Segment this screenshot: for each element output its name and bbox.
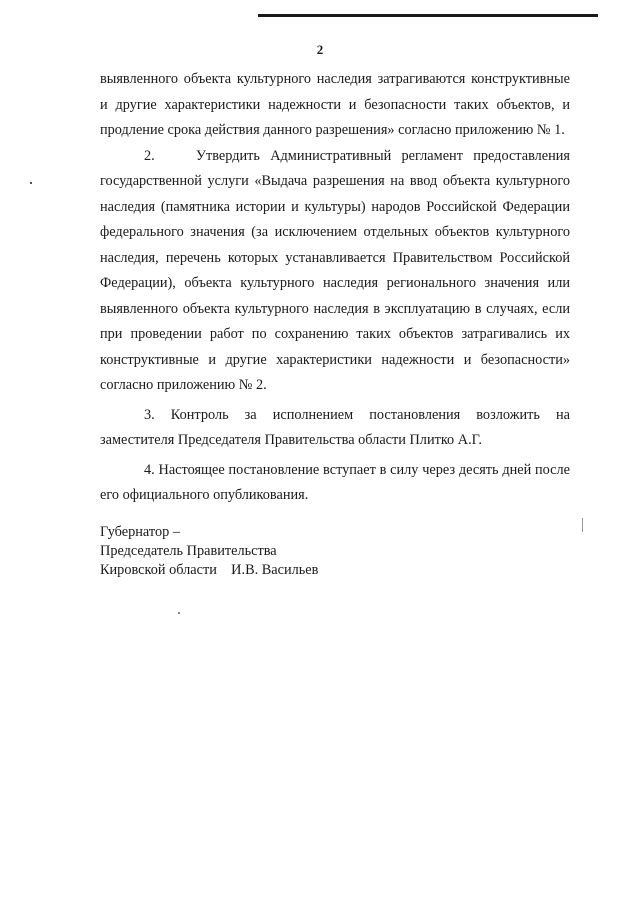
- scan-speck: [30, 182, 32, 184]
- paragraph-continuation: выявленного объекта культурного наследия затрагиваются конструктивные и другие характеристики надежности и безопасности таких объектов, и продление срока действия данного разрешения» согласно приложению № 1.: [100, 71, 570, 138]
- signature-title-line2: Председатель Правительства: [100, 543, 277, 559]
- page-number: 2: [316, 42, 324, 57]
- scan-speck: [582, 518, 583, 532]
- scan-speck: [178, 612, 180, 614]
- top-rule: [258, 14, 598, 17]
- paragraph-item-3: 3. Контроль за исполнением постановления возложить на заместителя Председателя Правительства области Плитко А.Г.: [100, 406, 570, 448]
- signature-name-line: Кировской области И.В. Васильев: [100, 562, 319, 578]
- paragraph-item-2: 2. Утвердить Административный регламент предоставления государственной услуги «Выдача разрешения на ввод объекта культурного наследия (памятника истории и культуры) народов Российской Федерации федерального значения (за исключением отдельных объектов культурного наследия, перечень которых устанавливается Правительством Российской Федерации), объекта культурного наследия регионального значения или выявленного объекта культурного наследия в эксплуатацию в случаях, если при проведении работ по сохранению таких объектов затрагивались их конструктивные и другие характеристики надежности и безопасности» согласно приложению № 2.: [100, 147, 570, 393]
- signature-title-line1: Губернатор –: [100, 524, 180, 540]
- document-body: [100, 67, 570, 509]
- paragraph-item-4: 4. Настоящее постановление вступает в силу через десять дней после его официального опубликования.: [100, 461, 570, 503]
- signature-block: [100, 523, 318, 580]
